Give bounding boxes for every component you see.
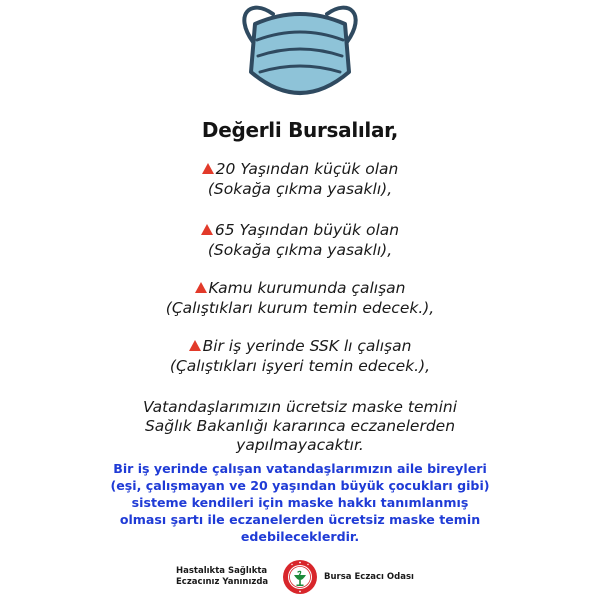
item-text: Bir iş yerinde SSK lı çalışan: [202, 337, 412, 355]
slogan-line: Eczacınız Yanınızda: [176, 577, 269, 587]
bursa-eczaci-odasi-logo: [282, 559, 318, 595]
item-text: 65 Yaşından büyük olan: [214, 221, 400, 239]
item-line: [0, 278, 600, 298]
red-triangle-icon: [201, 224, 213, 235]
page-title: Değerli Bursalılar,: [201, 118, 399, 142]
blue-line: sisteme kendileri için maske hakkı tanımlanmış: [131, 495, 469, 510]
footer-slogan: [176, 566, 268, 588]
blue-line: (eşi, çalışmayan ve 20 yaşından büyük çocukları gibi): [110, 478, 490, 493]
item-text: Kamu kurumunda çalışan: [208, 279, 406, 297]
organization-name: Bursa Eczacı Odası: [324, 572, 414, 582]
item-note: (Çalıştıkları kurum temin edecek.),: [165, 299, 435, 317]
notice-line: Sağlık Bakanlığı kararınca eczanelerden: [144, 417, 456, 435]
item-line: [0, 220, 600, 240]
red-triangle-icon: [195, 282, 207, 293]
red-triangle-icon: [202, 163, 214, 174]
list-item: [0, 278, 600, 318]
blue-line: edebileceklerdir.: [240, 529, 360, 544]
notice-line: Vatandaşlarımızın ücretsiz maske temini: [142, 398, 458, 416]
blue-line: Bir iş yerinde çalışan vatandaşlarımızın aile bireyleri: [113, 461, 487, 476]
face-mask-icon: [225, 2, 375, 110]
item-line: [0, 159, 600, 179]
list-item: [0, 159, 600, 199]
item-note: (Sokağa çıkma yasaklı),: [207, 180, 393, 198]
item-text: 20 Yaşından küçük olan: [215, 160, 399, 178]
item-line: [0, 336, 600, 356]
slogan-line: Hastalıkta Sağlıkta: [176, 566, 268, 576]
red-triangle-icon: [189, 340, 201, 351]
item-note: (Çalıştıkları işyeri temin edecek.),: [169, 357, 431, 375]
notice-line: yapılmayacaktır.: [236, 436, 364, 454]
list-item: [0, 336, 600, 376]
blue-line: olması şartı ile eczanelerden ücretsiz maske temin: [119, 512, 481, 527]
notice-paragraph: [0, 398, 600, 455]
list-item: [0, 220, 600, 260]
family-members-notice: [0, 460, 600, 545]
item-note: (Sokağa çıkma yasaklı),: [207, 241, 393, 259]
